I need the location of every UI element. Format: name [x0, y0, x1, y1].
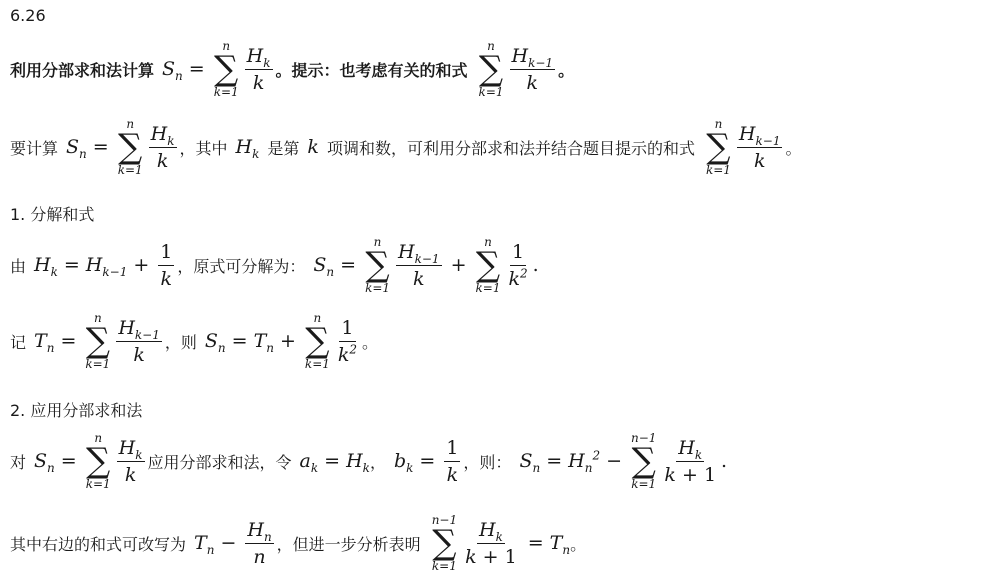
sum-symbol: n ∑ k=1	[478, 39, 504, 99]
sum-symbol: n ∑ k=1	[475, 235, 501, 295]
fraction: $\frac{H_{k-1}}{k}$	[398, 240, 440, 290]
fraction: $\frac{H_k}{k + 1}$	[664, 436, 717, 486]
fraction: $\frac{H_k}{k}$	[118, 436, 143, 486]
sum-symbol: n ∑ k=1	[705, 117, 731, 177]
sum-symbol: n ∑ k=1	[213, 39, 239, 99]
sum-symbol: n−1 ∑ k=1	[631, 431, 657, 491]
step1-heading: 1. 分解和式	[10, 205, 95, 224]
problem-number: 6.26	[10, 6, 46, 25]
step1-line2: 记 $T_n$ = n ∑ k=1 $\frac{H_{k-1}}{k}$ ，则 $S_n$ = $T_n$ + n ∑ k=1 $\frac{1}{k^2}$ 。	[10, 311, 379, 371]
fraction: $\frac{1}{k^2}$	[508, 240, 528, 290]
sum-symbol: n−1 ∑ k=1	[431, 513, 458, 573]
fraction: $\frac{1}{k}$	[160, 240, 173, 290]
fraction: $\frac{H_k}{k + 1}$	[465, 518, 517, 568]
problem-text-1: 利用分部求和法计算	[10, 60, 155, 80]
sum-symbol: n ∑ k=1	[304, 311, 330, 371]
fraction: $\frac{H_n}{n}$	[247, 518, 272, 568]
sum-symbol: n ∑ k=1	[85, 431, 111, 491]
sum-symbol: n ∑ k=1	[85, 311, 111, 371]
math: $S_n$	[162, 58, 183, 83]
fraction: $\frac{H_{k-1}}{k}$	[118, 316, 160, 366]
step1-line1: 由 $H_k$ = $H_{k-1}$ + $\frac{1}{k}$ ，原式可分解为： $S_n$ = n ∑ k=1 $\frac{H_{k-1}}{k}$ + n ∑ k=1 $\frac{1}{k^2}$ .	[10, 235, 539, 295]
problem-statement: 利用分部求和法计算 $S_n$ = n ∑ k=1 $\frac{H_k}{k}$ 。提示：也考虑有关的和式 n ∑ k=1 $\frac{H_{k-1}}{k}$ 。	[10, 39, 575, 99]
step2-line2: 其中右边的和式可改写为 $T_n$ − $\frac{H_n}{n}$ ，但进一步分析表明 n−1 ∑ k=1 $\frac{H_k}{k + 1}$ = $T_n$ 。	[10, 513, 587, 573]
sum-symbol: n ∑ k=1	[365, 235, 391, 295]
fraction: $\frac{1}{k}$	[446, 436, 459, 486]
problem-text-3: 。	[558, 60, 575, 80]
fraction: $\frac{H_{k-1}}{k}$	[738, 122, 781, 172]
fraction: $\frac{1}{k^2}$	[337, 316, 358, 366]
step2-heading: 2. 应用分部求和法	[10, 401, 143, 420]
problem-text-2: 。提示：也考虑有关的和式	[275, 60, 468, 80]
step2-line1: 对 $S_n$ = n ∑ k=1 $\frac{H_k}{k}$ 应用分部求和法，令 $a_k$ = $H_k$ ， $b_k$ = $\frac{1}{k}$ ，则： $S_n$ = $H_n^2$ − n−1 ∑ k=1 $\frac{H_k}{k + 1}$ .	[10, 431, 728, 491]
fraction: $\frac{H_{k-1}}{k}$	[511, 44, 554, 94]
intro-paragraph: 要计算 $S_n$ = n ∑ k=1 $\frac{H_k}{k}$ ，其中 $H_k$ 是第 k 项调和数，可利用分部求和法并结合题目提示的和式 n ∑ k=1 $\frac{H_{k-1}}{k}$ 。	[10, 117, 802, 177]
fraction: $\frac{H_k}{k}$	[246, 44, 271, 94]
sum-symbol: n ∑ k=1	[117, 117, 143, 177]
fraction: $\frac{H_k}{k}$	[150, 122, 175, 172]
